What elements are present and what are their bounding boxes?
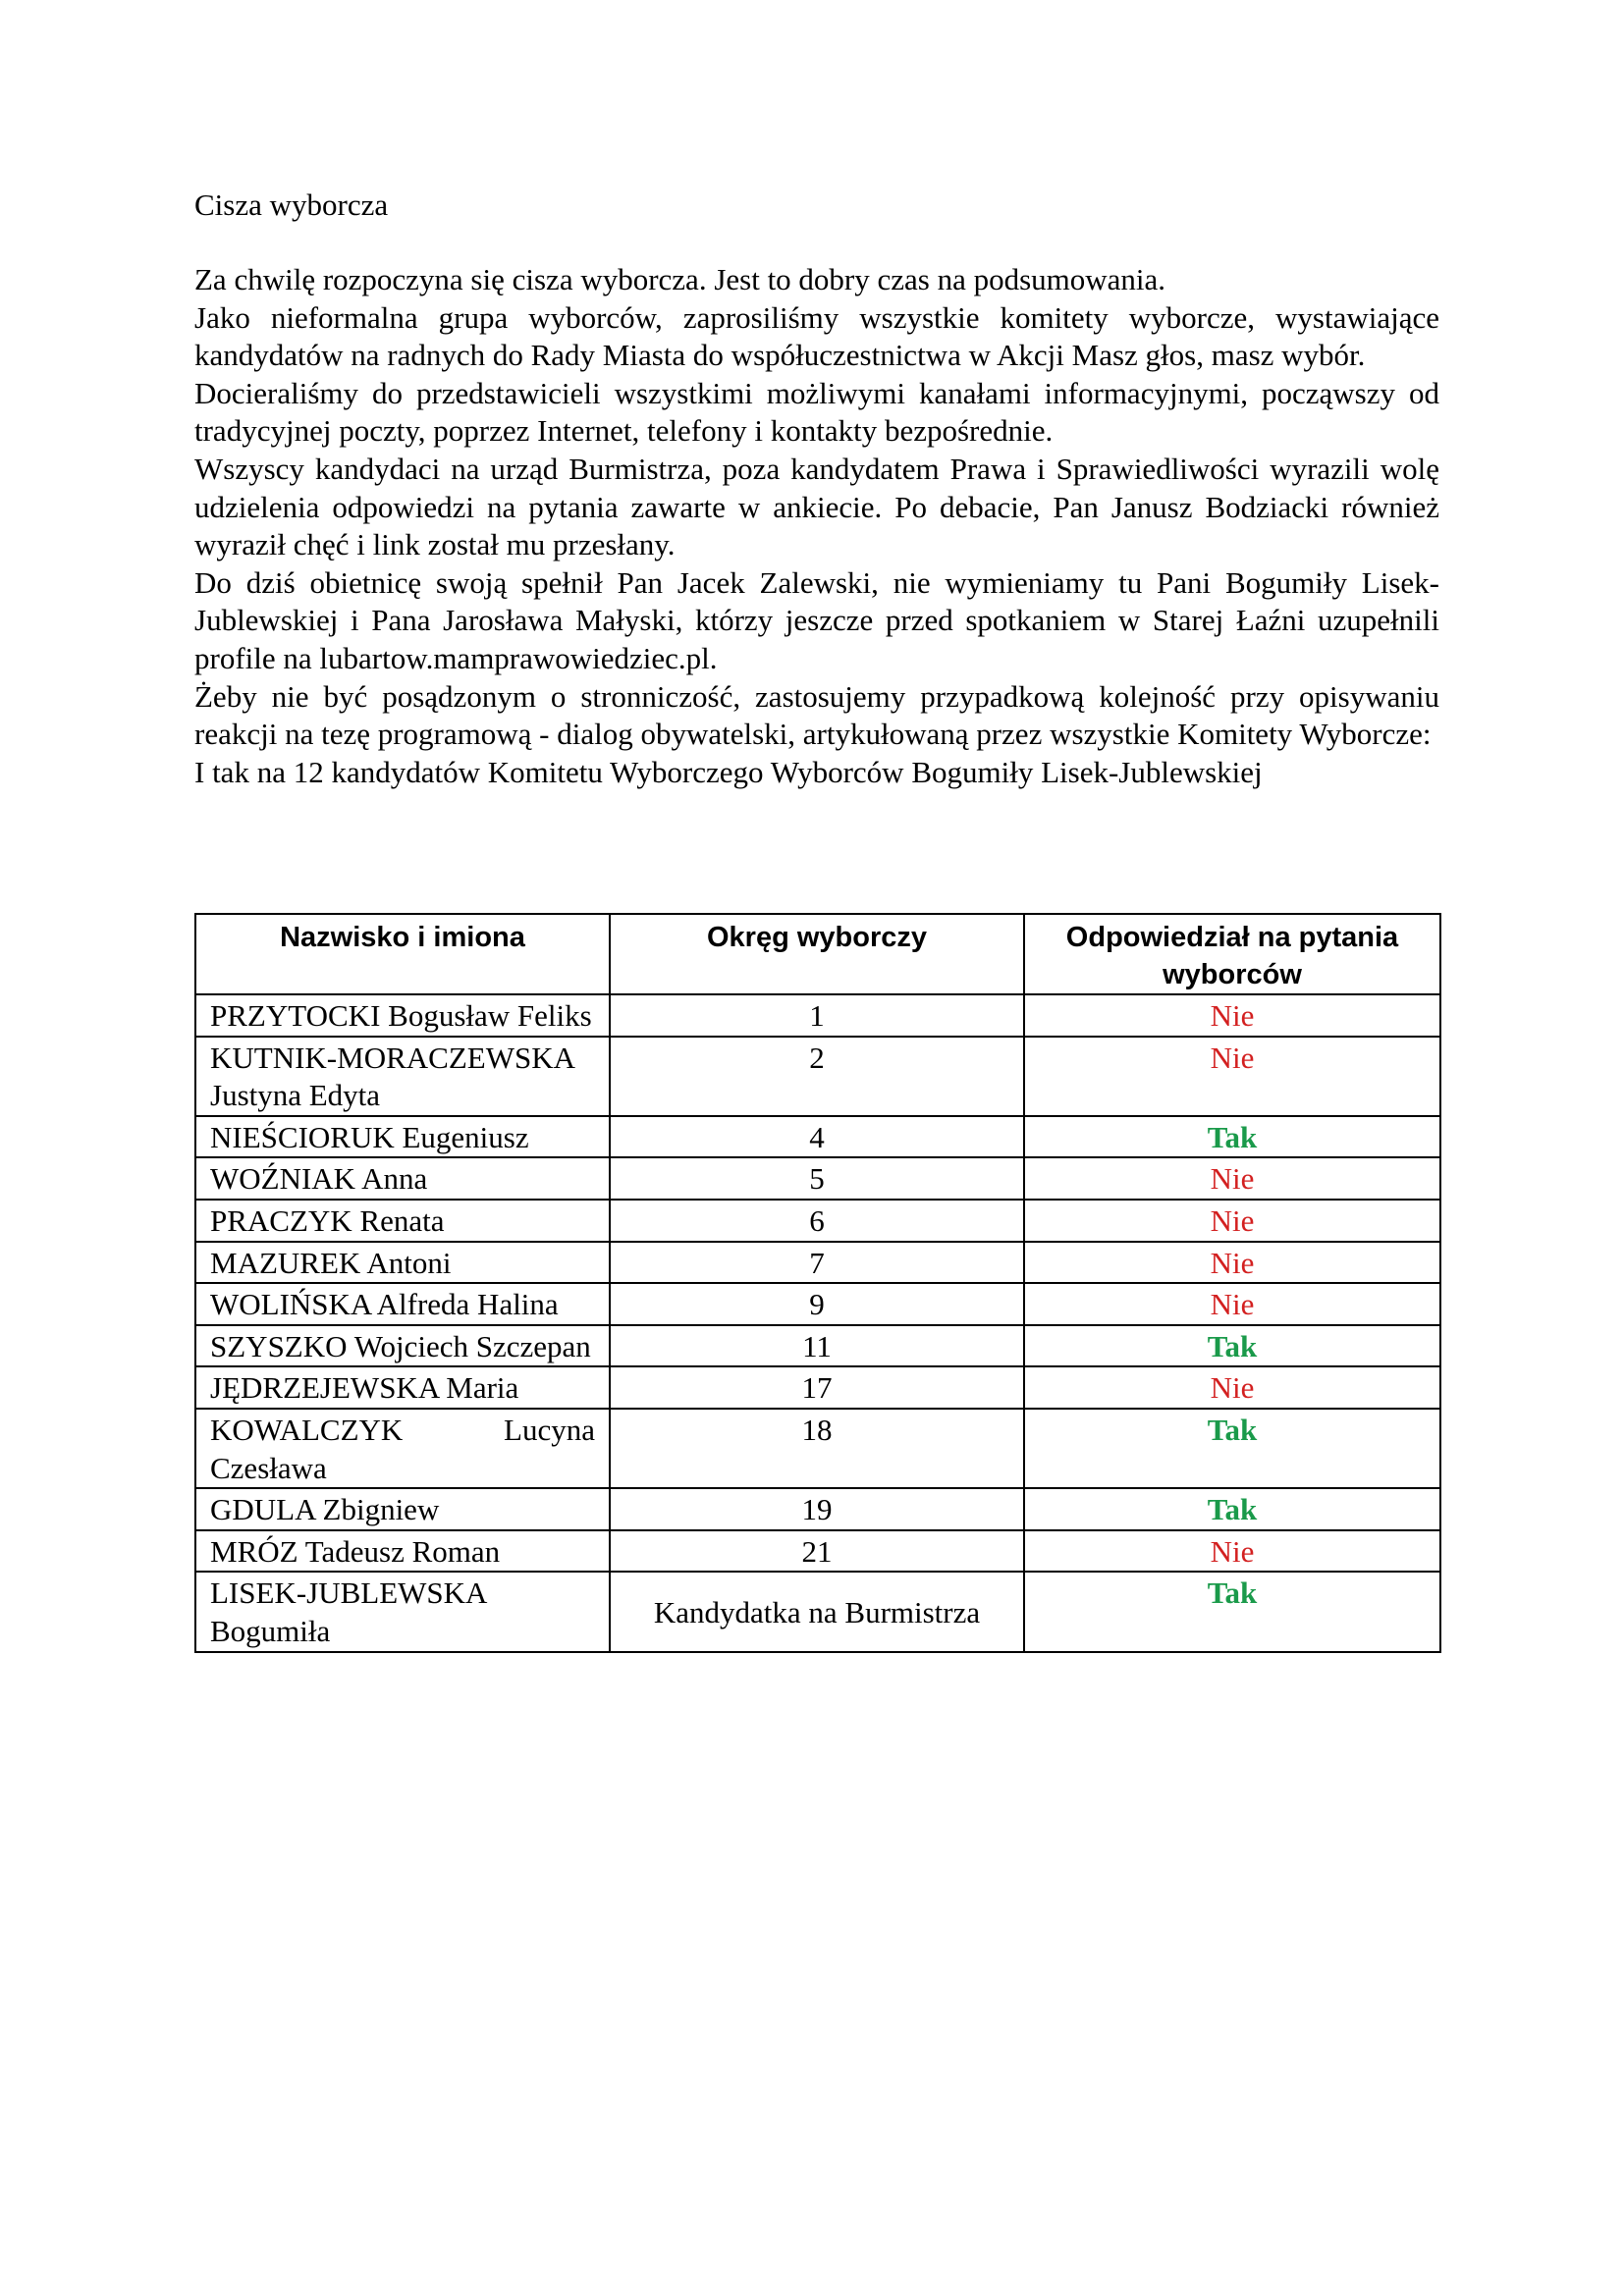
candidate-district: 4 xyxy=(610,1116,1024,1158)
table-row xyxy=(195,1409,1440,1488)
candidate-answer: Nie xyxy=(1024,1242,1440,1284)
candidate-name: NIEŚCIORUK Eugeniusz xyxy=(195,1116,610,1158)
table-row xyxy=(195,1242,1440,1284)
table-row xyxy=(195,1283,1440,1325)
candidate-name: GDULA Zbigniew xyxy=(195,1488,610,1530)
paragraph-mayor-candidates: Wszyscy kandydaci na urząd Burmistrza, poza kandydatem Prawa i Sprawiedliwości wyrazili wolę udzielenia odpowiedzi na pytania zawarte w ankiecie. Po debacie, Pan Janusz Bodziacki również wyraził chęć i link został mu przesłany. xyxy=(194,451,1439,562)
table-row xyxy=(195,1366,1440,1409)
table-row xyxy=(195,1116,1440,1158)
candidate-district: 21 xyxy=(610,1530,1024,1573)
candidate-answer: Tak xyxy=(1024,1116,1440,1158)
candidate-district: 18 xyxy=(610,1409,1024,1488)
candidates-table xyxy=(194,913,1441,1653)
candidate-answer: Tak xyxy=(1024,1488,1440,1530)
candidate-answer: Nie xyxy=(1024,1366,1440,1409)
candidate-name: PRACZYK Renata xyxy=(195,1200,610,1242)
paragraph-impartiality: Żeby nie być posądzonym o stronniczość, zastosujemy przypadkową kolejność przy opisywaniu reakcji na tezę programową - dialog obywatelski, artykułowaną przez wszystkie Komitety Wyborcze: xyxy=(194,678,1439,752)
candidate-name: JĘDRZEJEWSKA Maria xyxy=(195,1366,610,1409)
table-row xyxy=(195,1037,1440,1116)
table-row xyxy=(195,1157,1440,1200)
candidate-name: WOŹNIAK Anna xyxy=(195,1157,610,1200)
candidate-name: MAZUREK Antoni xyxy=(195,1242,610,1284)
candidate-district: 17 xyxy=(610,1366,1024,1409)
candidate-answer: Tak xyxy=(1024,1572,1440,1651)
candidate-district: 7 xyxy=(610,1242,1024,1284)
candidate-district: 1 xyxy=(610,994,1024,1037)
table-row xyxy=(195,994,1440,1037)
candidate-district: 19 xyxy=(610,1488,1024,1530)
paragraph-intro: Za chwilę rozpoczyna się cisza wyborcza. Jest to dobry czas na podsumowania. xyxy=(194,262,1166,296)
candidate-name: KUTNIK-MORACZEWSKA Justyna Edyta xyxy=(195,1037,610,1116)
candidate-district: 2 xyxy=(610,1037,1024,1116)
paragraph-promise: Do dziś obietnicę swoją spełnił Pan Jacek Zalewski, nie wymieniamy tu Pani Bogumiły Lisek-Jublewskiej i Pana Jarosława Małyski, którzy jeszcze przed spotkaniem w Starej Łaźni uzupełnili profile na lubartow.mamprawowiedziec.pl. xyxy=(194,564,1439,675)
table-row xyxy=(195,1325,1440,1367)
candidate-district: 5 xyxy=(610,1157,1024,1200)
candidate-district: 9 xyxy=(610,1283,1024,1325)
candidate-name: LISEK-JUBLEWSKA Bogumiła xyxy=(195,1572,610,1651)
table-row xyxy=(195,1200,1440,1242)
table-row xyxy=(195,1572,1440,1651)
paragraph-invitation: Jako nieformalna grupa wyborców, zaprosiliśmy wszystkie komitety wyborcze, wystawiające kandydatów na radnych do Rady Miasta do współuczestnictwa w Akcji Masz głos, masz wybór. xyxy=(194,299,1439,373)
candidate-answer: Tak xyxy=(1024,1325,1440,1367)
candidate-answer: Nie xyxy=(1024,1157,1440,1200)
candidate-answer: Nie xyxy=(1024,1037,1440,1116)
candidate-name: PRZYTOCKI Bogusław Feliks xyxy=(195,994,610,1037)
header-name: Nazwisko i imiona xyxy=(195,914,610,994)
candidate-name: KOWALCZYK Lucyna Czesława xyxy=(195,1409,610,1488)
candidate-answer: Nie xyxy=(1024,1200,1440,1242)
paragraph-table-intro: I tak na 12 kandydatów Komitetu Wyborczego Wyborców Bogumiły Lisek-Jublewskiej xyxy=(194,754,1263,789)
candidate-name: WOLIŃSKA Alfreda Halina xyxy=(195,1283,610,1325)
header-answered: Odpowiedział na pytania wyborców xyxy=(1024,914,1440,994)
candidate-name: MRÓZ Tadeusz Roman xyxy=(195,1530,610,1573)
header-district: Okręg wyborczy xyxy=(610,914,1024,994)
candidate-district: 6 xyxy=(610,1200,1024,1242)
document-title: Cisza wyborcza xyxy=(194,187,389,222)
paragraph-channels: Docieraliśmy do przedstawicieli wszystkimi możliwymi kanałami informacyjnymi, począwszy od tradycyjnej poczty, poprzez Internet, telefony i kontakty bezpośrednie. xyxy=(194,375,1439,449)
candidate-answer: Nie xyxy=(1024,994,1440,1037)
candidate-answer: Nie xyxy=(1024,1283,1440,1325)
candidate-district: Kandydatka na Burmistrza xyxy=(610,1572,1024,1651)
candidate-district: 11 xyxy=(610,1325,1024,1367)
table-row xyxy=(195,1488,1440,1530)
table-row xyxy=(195,1530,1440,1573)
candidate-answer: Tak xyxy=(1024,1409,1440,1488)
table-header-row xyxy=(195,914,1440,994)
document-body xyxy=(194,187,1439,791)
candidate-answer: Nie xyxy=(1024,1530,1440,1573)
candidate-name: SZYSZKO Wojciech Szczepan xyxy=(195,1325,610,1367)
